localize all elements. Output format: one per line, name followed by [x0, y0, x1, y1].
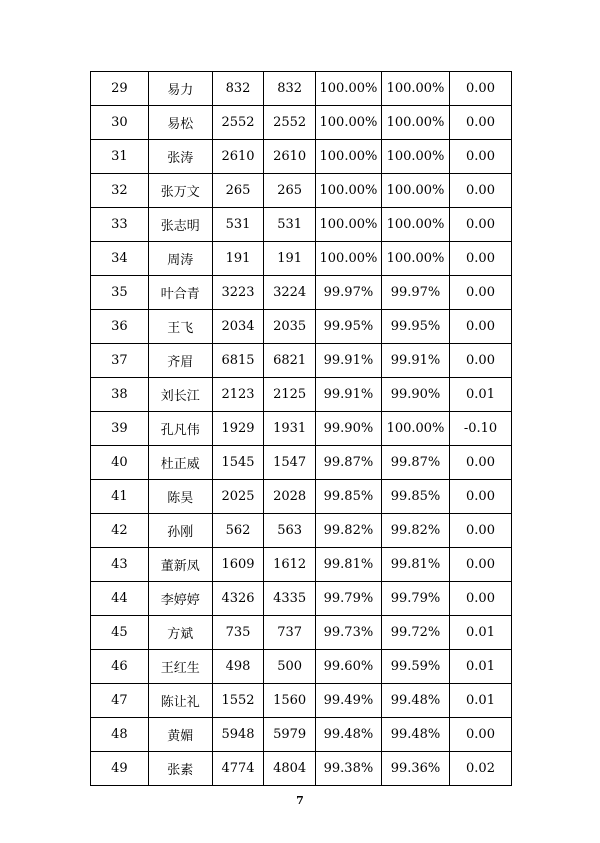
rate-2-cell: 99.59%: [381, 650, 449, 684]
value-b-cell: 2610: [264, 140, 316, 174]
value-b-cell: 5979: [264, 718, 316, 752]
table-row: [91, 106, 512, 140]
table-row: [91, 650, 512, 684]
name-cell: 张志明: [148, 208, 212, 242]
value-a-cell: 2123: [212, 378, 264, 412]
table-row: [91, 718, 512, 752]
name-cell: 易力: [148, 72, 212, 106]
rate-1-cell: 99.38%: [315, 752, 381, 786]
rate-1-cell: 99.81%: [315, 548, 381, 582]
table-row: [91, 752, 512, 786]
name-cell: 周涛: [148, 242, 212, 276]
difference-cell: 0.00: [450, 446, 512, 480]
value-a-cell: 531: [212, 208, 264, 242]
value-b-cell: 265: [264, 174, 316, 208]
difference-cell: 0.00: [450, 548, 512, 582]
rank-cell: 43: [91, 548, 149, 582]
value-a-cell: 4774: [212, 752, 264, 786]
rank-cell: 29: [91, 72, 149, 106]
rank-cell: 34: [91, 242, 149, 276]
value-b-cell: 563: [264, 514, 316, 548]
value-b-cell: 832: [264, 72, 316, 106]
value-a-cell: 191: [212, 242, 264, 276]
rate-1-cell: 100.00%: [315, 174, 381, 208]
value-a-cell: 735: [212, 616, 264, 650]
rate-2-cell: 100.00%: [381, 72, 449, 106]
difference-cell: 0.00: [450, 106, 512, 140]
rate-2-cell: 99.90%: [381, 378, 449, 412]
rate-1-cell: 100.00%: [315, 140, 381, 174]
value-a-cell: 6815: [212, 344, 264, 378]
rate-1-cell: 99.90%: [315, 412, 381, 446]
value-b-cell: 2552: [264, 106, 316, 140]
difference-cell: 0.00: [450, 480, 512, 514]
rank-cell: 49: [91, 752, 149, 786]
rate-1-cell: 99.82%: [315, 514, 381, 548]
rate-2-cell: 100.00%: [381, 412, 449, 446]
name-cell: 王飞: [148, 310, 212, 344]
rank-cell: 42: [91, 514, 149, 548]
rate-1-cell: 99.48%: [315, 718, 381, 752]
difference-cell: 0.01: [450, 650, 512, 684]
value-a-cell: 1545: [212, 446, 264, 480]
rank-cell: 46: [91, 650, 149, 684]
value-b-cell: 1931: [264, 412, 316, 446]
name-cell: 易松: [148, 106, 212, 140]
value-b-cell: 191: [264, 242, 316, 276]
difference-cell: 0.01: [450, 684, 512, 718]
value-b-cell: 500: [264, 650, 316, 684]
rate-1-cell: 100.00%: [315, 208, 381, 242]
value-b-cell: 2035: [264, 310, 316, 344]
difference-cell: 0.00: [450, 718, 512, 752]
difference-cell: 0.00: [450, 582, 512, 616]
value-b-cell: 6821: [264, 344, 316, 378]
name-cell: 王红生: [148, 650, 212, 684]
rate-2-cell: 100.00%: [381, 174, 449, 208]
table-row: [91, 412, 512, 446]
rate-1-cell: 100.00%: [315, 72, 381, 106]
table-row: [91, 208, 512, 242]
rate-2-cell: 99.48%: [381, 684, 449, 718]
rank-cell: 48: [91, 718, 149, 752]
difference-cell: 0.00: [450, 72, 512, 106]
value-a-cell: 2552: [212, 106, 264, 140]
rate-2-cell: 100.00%: [381, 140, 449, 174]
rank-cell: 41: [91, 480, 149, 514]
rank-cell: 38: [91, 378, 149, 412]
ranking-table: [90, 71, 512, 786]
value-b-cell: 2125: [264, 378, 316, 412]
value-b-cell: 531: [264, 208, 316, 242]
value-a-cell: 1552: [212, 684, 264, 718]
rate-1-cell: 99.85%: [315, 480, 381, 514]
rank-cell: 35: [91, 276, 149, 310]
difference-cell: 0.00: [450, 174, 512, 208]
rate-2-cell: 99.95%: [381, 310, 449, 344]
value-a-cell: 2610: [212, 140, 264, 174]
name-cell: 董新凤: [148, 548, 212, 582]
rate-1-cell: 99.73%: [315, 616, 381, 650]
rank-cell: 36: [91, 310, 149, 344]
table-row: [91, 276, 512, 310]
rank-cell: 44: [91, 582, 149, 616]
rate-1-cell: 99.95%: [315, 310, 381, 344]
table-row: [91, 378, 512, 412]
rank-cell: 33: [91, 208, 149, 242]
rank-cell: 39: [91, 412, 149, 446]
difference-cell: 0.00: [450, 276, 512, 310]
name-cell: 陈让礼: [148, 684, 212, 718]
rate-2-cell: 100.00%: [381, 106, 449, 140]
rate-1-cell: 99.87%: [315, 446, 381, 480]
value-b-cell: 1547: [264, 446, 316, 480]
name-cell: 黄媚: [148, 718, 212, 752]
name-cell: 叶合青: [148, 276, 212, 310]
rate-2-cell: 99.82%: [381, 514, 449, 548]
value-a-cell: 498: [212, 650, 264, 684]
rate-2-cell: 99.48%: [381, 718, 449, 752]
rate-1-cell: 100.00%: [315, 242, 381, 276]
rank-cell: 45: [91, 616, 149, 650]
name-cell: 陈昊: [148, 480, 212, 514]
table-row: [91, 582, 512, 616]
value-b-cell: 2028: [264, 480, 316, 514]
rank-cell: 40: [91, 446, 149, 480]
table-body: [91, 72, 512, 786]
rate-2-cell: 99.72%: [381, 616, 449, 650]
value-a-cell: 5948: [212, 718, 264, 752]
difference-cell: 0.00: [450, 514, 512, 548]
table-row: [91, 514, 512, 548]
table-row: [91, 616, 512, 650]
rate-1-cell: 99.97%: [315, 276, 381, 310]
name-cell: 杜正威: [148, 446, 212, 480]
rate-2-cell: 100.00%: [381, 242, 449, 276]
value-a-cell: 3223: [212, 276, 264, 310]
table-row: [91, 446, 512, 480]
name-cell: 孙刚: [148, 514, 212, 548]
table-row: [91, 684, 512, 718]
table-row: [91, 310, 512, 344]
rate-1-cell: 99.91%: [315, 344, 381, 378]
value-a-cell: 4326: [212, 582, 264, 616]
value-a-cell: 562: [212, 514, 264, 548]
value-b-cell: 1612: [264, 548, 316, 582]
rate-2-cell: 99.97%: [381, 276, 449, 310]
difference-cell: 0.00: [450, 344, 512, 378]
table-row: [91, 242, 512, 276]
table-row: [91, 140, 512, 174]
rate-1-cell: 99.79%: [315, 582, 381, 616]
difference-cell: 0.00: [450, 242, 512, 276]
name-cell: 齐眉: [148, 344, 212, 378]
rate-1-cell: 100.00%: [315, 106, 381, 140]
difference-cell: -0.10: [450, 412, 512, 446]
rank-cell: 32: [91, 174, 149, 208]
rate-2-cell: 99.91%: [381, 344, 449, 378]
value-b-cell: 3224: [264, 276, 316, 310]
rate-2-cell: 99.79%: [381, 582, 449, 616]
difference-cell: 0.01: [450, 616, 512, 650]
rate-2-cell: 99.85%: [381, 480, 449, 514]
table-row: [91, 72, 512, 106]
name-cell: 李婷婷: [148, 582, 212, 616]
value-b-cell: 737: [264, 616, 316, 650]
rate-2-cell: 100.00%: [381, 208, 449, 242]
difference-cell: 0.00: [450, 310, 512, 344]
value-b-cell: 4804: [264, 752, 316, 786]
table-row: [91, 548, 512, 582]
value-a-cell: 2025: [212, 480, 264, 514]
rate-2-cell: 99.81%: [381, 548, 449, 582]
rate-2-cell: 99.87%: [381, 446, 449, 480]
difference-cell: 0.02: [450, 752, 512, 786]
value-a-cell: 1609: [212, 548, 264, 582]
name-cell: 方斌: [148, 616, 212, 650]
table-row: [91, 480, 512, 514]
value-a-cell: 1929: [212, 412, 264, 446]
rate-1-cell: 99.60%: [315, 650, 381, 684]
rank-cell: 47: [91, 684, 149, 718]
difference-cell: 0.00: [450, 208, 512, 242]
name-cell: 张素: [148, 752, 212, 786]
name-cell: 张万文: [148, 174, 212, 208]
rate-2-cell: 99.36%: [381, 752, 449, 786]
rank-cell: 37: [91, 344, 149, 378]
value-a-cell: 265: [212, 174, 264, 208]
value-a-cell: 2034: [212, 310, 264, 344]
difference-cell: 0.00: [450, 140, 512, 174]
value-b-cell: 4335: [264, 582, 316, 616]
name-cell: 孔凡伟: [148, 412, 212, 446]
value-a-cell: 832: [212, 72, 264, 106]
value-b-cell: 1560: [264, 684, 316, 718]
rate-1-cell: 99.49%: [315, 684, 381, 718]
rank-cell: 30: [91, 106, 149, 140]
rate-1-cell: 99.91%: [315, 378, 381, 412]
rank-cell: 31: [91, 140, 149, 174]
difference-cell: 0.01: [450, 378, 512, 412]
table-row: [91, 344, 512, 378]
page-number: 7: [296, 794, 304, 807]
name-cell: 张涛: [148, 140, 212, 174]
table-row: [91, 174, 512, 208]
name-cell: 刘长江: [148, 378, 212, 412]
